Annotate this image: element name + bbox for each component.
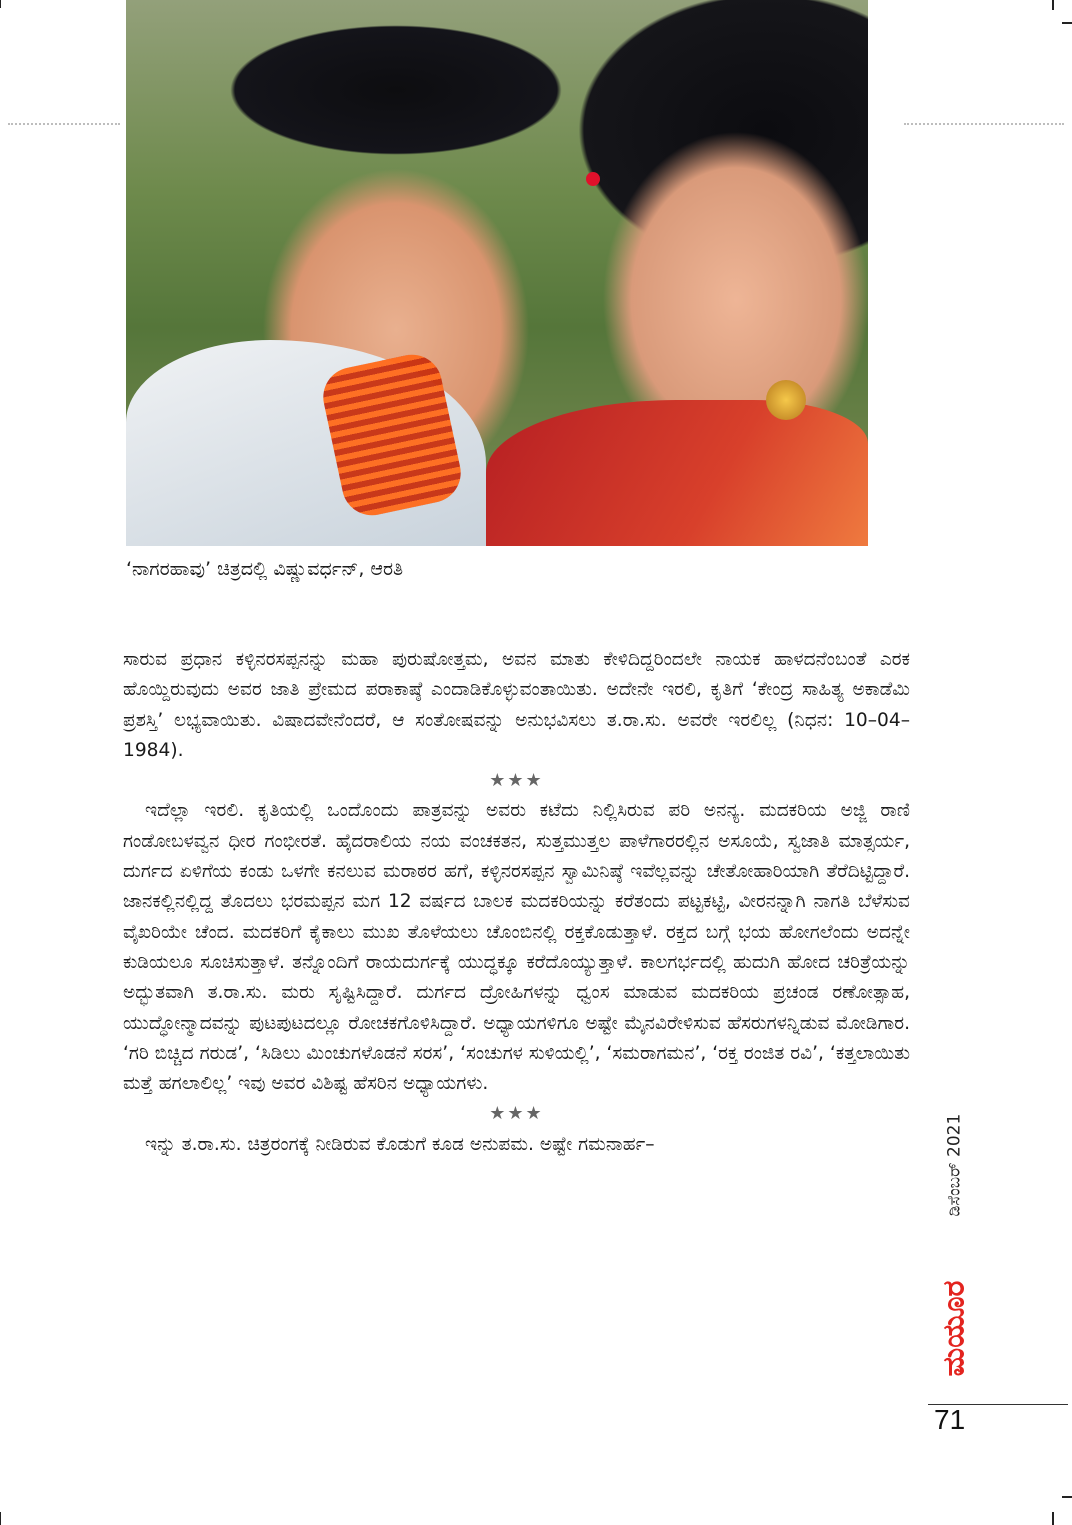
dotted-rule-left [8,123,120,125]
article-paragraph-1: ಸಾರುವ ಪ್ರಧಾನ ಕಳ್ಳಿನರಸಪ್ಪನನ್ನು ಮಹಾ ಪುರುಷೋತ್ತಮ, ಅವನ ಮಾತು ಕೇಳಿದಿದ್ದರಿಂದಲೇ ನಾಯಕ ಹಾಳದನೆಂಬಂತೆ ಎರಕ ಹೊಯ್ದಿರುವುದು ಅವರ ಜಾತಿ ಪ್ರೇಮದ ಪರಾಕಾಷ್ಠೆ ಎಂದಾಡಿಕೊಳ್ಳುವಂತಾಯಿತು. ಅದೇನೇ ಇರಲಿ, ಕೃತಿಗೆ ‘ಕೇಂದ್ರ ಸಾಹಿತ್ಯ ಅಕಾಡೆಮಿ ಪ್ರಶಸ್ತಿ’ ಲಭ್ಯವಾಯಿತು. ವಿಷಾದವೇನೆಂದರೆ, ಆ ಸಂತೋಷವನ್ನು ಅನುಭವಿಸಲು ತ.ರಾ.ಸು. ಅವರೇ ಇರಲಿಲ್ಲ (ನಿಧನ: 10–04–1984). [123,649,910,761]
article-paragraph-3: ಇನ್ನು ತ.ರಾ.ಸು. ಚಿತ್ರರಂಗಕ್ಕೆ ನೀಡಿರುವ ಕೊಡುಗೆ ಕೂಡ ಅನುಪಮ. ಅಷ್ಟೇ ಗಮನಾರ್ಹ– [145,1133,655,1155]
photo-bindi [586,172,600,186]
section-break-stars-1: ★★★ [489,770,544,792]
photo-sari-region [486,400,868,546]
photo-earring [766,380,806,420]
crop-mark-right-lower [1062,1496,1072,1498]
film-still-photo [126,0,868,546]
article-paragraph-2: ಇದೆಲ್ಲಾ ಇರಲಿ. ಕೃತಿಯಲ್ಲಿ ಒಂದೊಂದು ಪಾತ್ರವನ್ನು ಅವರು ಕಟೆದು ನಿಲ್ಲಿಸಿರುವ ಪರಿ ಅನನ್ಯ. ಮದಕರಿಯ ಅಜ್ಜಿ ರಾಣಿ ಗಂಡೋಬಳವ್ವನ ಧೀರ ಗಂಭೀರತೆ. ಹೈದರಾಲಿಯ ನಯ ವಂಚಕತನ, ಸುತ್ತಮುತ್ತಲ ಪಾಳೆಗಾರರಲ್ಲಿನ ಅಸೂಯೆ, ಸ್ವಜಾತಿ ಮಾತ್ಸರ್ಯ, ದುರ್ಗದ ಏಳಿಗೆಯ ಕಂಡು ಒಳಗೇ ಕನಲುವ ಮರಾಠರ ಹಗೆ, ಕಳ್ಳಿನರಸಪ್ಪನ ಸ್ವಾಮಿನಿಷ್ಠೆ ಇವೆಲ್ಲವನ್ನು ಚೇತೋಹಾರಿಯಾಗಿ ತೆರೆದಿಟ್ಟಿದ್ದಾರೆ. ಜಾನಕಲ್ಲಿನಲ್ಲಿದ್ದ ತೊದಲು ಭರಮಪ್ಪನ ಮಗ 12 ವರ್ಷದ ಬಾಲಕ ಮದಕರಿಯನ್ನು ಕರೆತಂದು ಪಟ್ಟಕಟ್ಟಿ, ವೀರನನ್ನಾಗಿ ನಾಗತಿ ಬೆಳೆಸುವ ವೈಖರಿಯೇ ಚೆಂದ. ಮದಕರಿಗೆ ಕೈಕಾಲು ಮುಖ ತೊಳೆಯಲು ಚೊಂಬಿನಲ್ಲಿ ರಕ್ತಕೊಡುತ್ತಾಳೆ. ರಕ್ತದ ಬಗ್ಗೆ ಭಯ ಹೋಗಲೆಂದು ಅದನ್ನೇ ಕುಡಿಯಲೂ ಸೂಚಿಸುತ್ತಾಳೆ. ತನ್ನೊಂದಿಗೆ ರಾಯದುರ್ಗಕ್ಕೆ ಯುದ್ಧಕ್ಕೂ ಕರೆದೊಯ್ಯುತ್ತಾಳೆ. ಕಾಲಗರ್ಭದಲ್ಲಿ ಹುದುಗಿ ಹೋದ ಚರಿತ್ರೆಯನ್ನು ಅದ್ಭುತವಾಗಿ ತ.ರಾ.ಸು. ಮರು ಸೃಷ್ಟಿಸಿದ್ದಾರೆ. ದುರ್ಗದ ದ್ರೋಹಿಗಳನ್ನು ಧ್ವಂಸ ಮಾಡುವ ಮದಕರಿಯ ಪ್ರಚಂಡ ರಣೋತ್ಸಾಹ, ಯುದ್ಧೋನ್ಮಾದವನ್ನು ಪುಟಪುಟದಲ್ಲೂ ರೋಚಕಗೊಳಿಸಿದ್ದಾರೆ. ಅಧ್ಯಾಯಗಳಿಗೂ ಅಷ್ಟೇ ಮೈನವಿರೇಳಿಸುವ ಹೆಸರುಗಳನ್ನಿಡುವ ಮೋಡಿಗಾರ. ‘ಗರಿ ಬಿಚ್ಚಿದ ಗರುಡ’, ‘ಸಿಡಿಲು ಮಿಂಚುಗಳೊಡನೆ ಸರಸ’, ‘ಸಂಚುಗಳ ಸುಳಿಯಲ್ಲಿ’, ‘ಸಮರಾಗಮನ’, ‘ರಕ್ತ ರಂಜಿತ ರವಿ’, ‘ಕತ್ತಲಾಯಿತು ಮತ್ತೆ ಹಗಲಾಲಿಲ್ಲ’ ಇವು ಅವರ ವಿಶಿಷ್ಟ ಹೆಸರಿನ ಅಧ್ಯಾಯಗಳು. [123,800,910,1095]
crop-mark-right-upper [1062,22,1072,24]
photo-caption: ‘ನಾಗರಹಾವು’ ಚಿತ್ರದಲ್ಲಿ ವಿಷ್ಣುವರ್ಧನ್, ಆರತಿ [126,558,404,580]
crop-mark-top-left [0,0,1,8]
crop-mark-bottom-left [0,1512,1,1525]
article-body [123,645,910,1160]
crop-mark-top-right [1052,0,1054,10]
issue-date-text: ಡಿಸೆಂಬರ್ 2021 [944,1113,965,1217]
issue-date-vertical [936,1080,972,1250]
magazine-brand-text: ಮಯೂರ [936,1280,972,1376]
page-number: 71 [934,1404,966,1435]
section-break-stars-2: ★★★ [489,1103,544,1125]
dotted-rule-right [904,123,1064,125]
crop-mark-bottom-right [1052,1512,1054,1525]
magazine-brand-vertical [936,1268,972,1388]
